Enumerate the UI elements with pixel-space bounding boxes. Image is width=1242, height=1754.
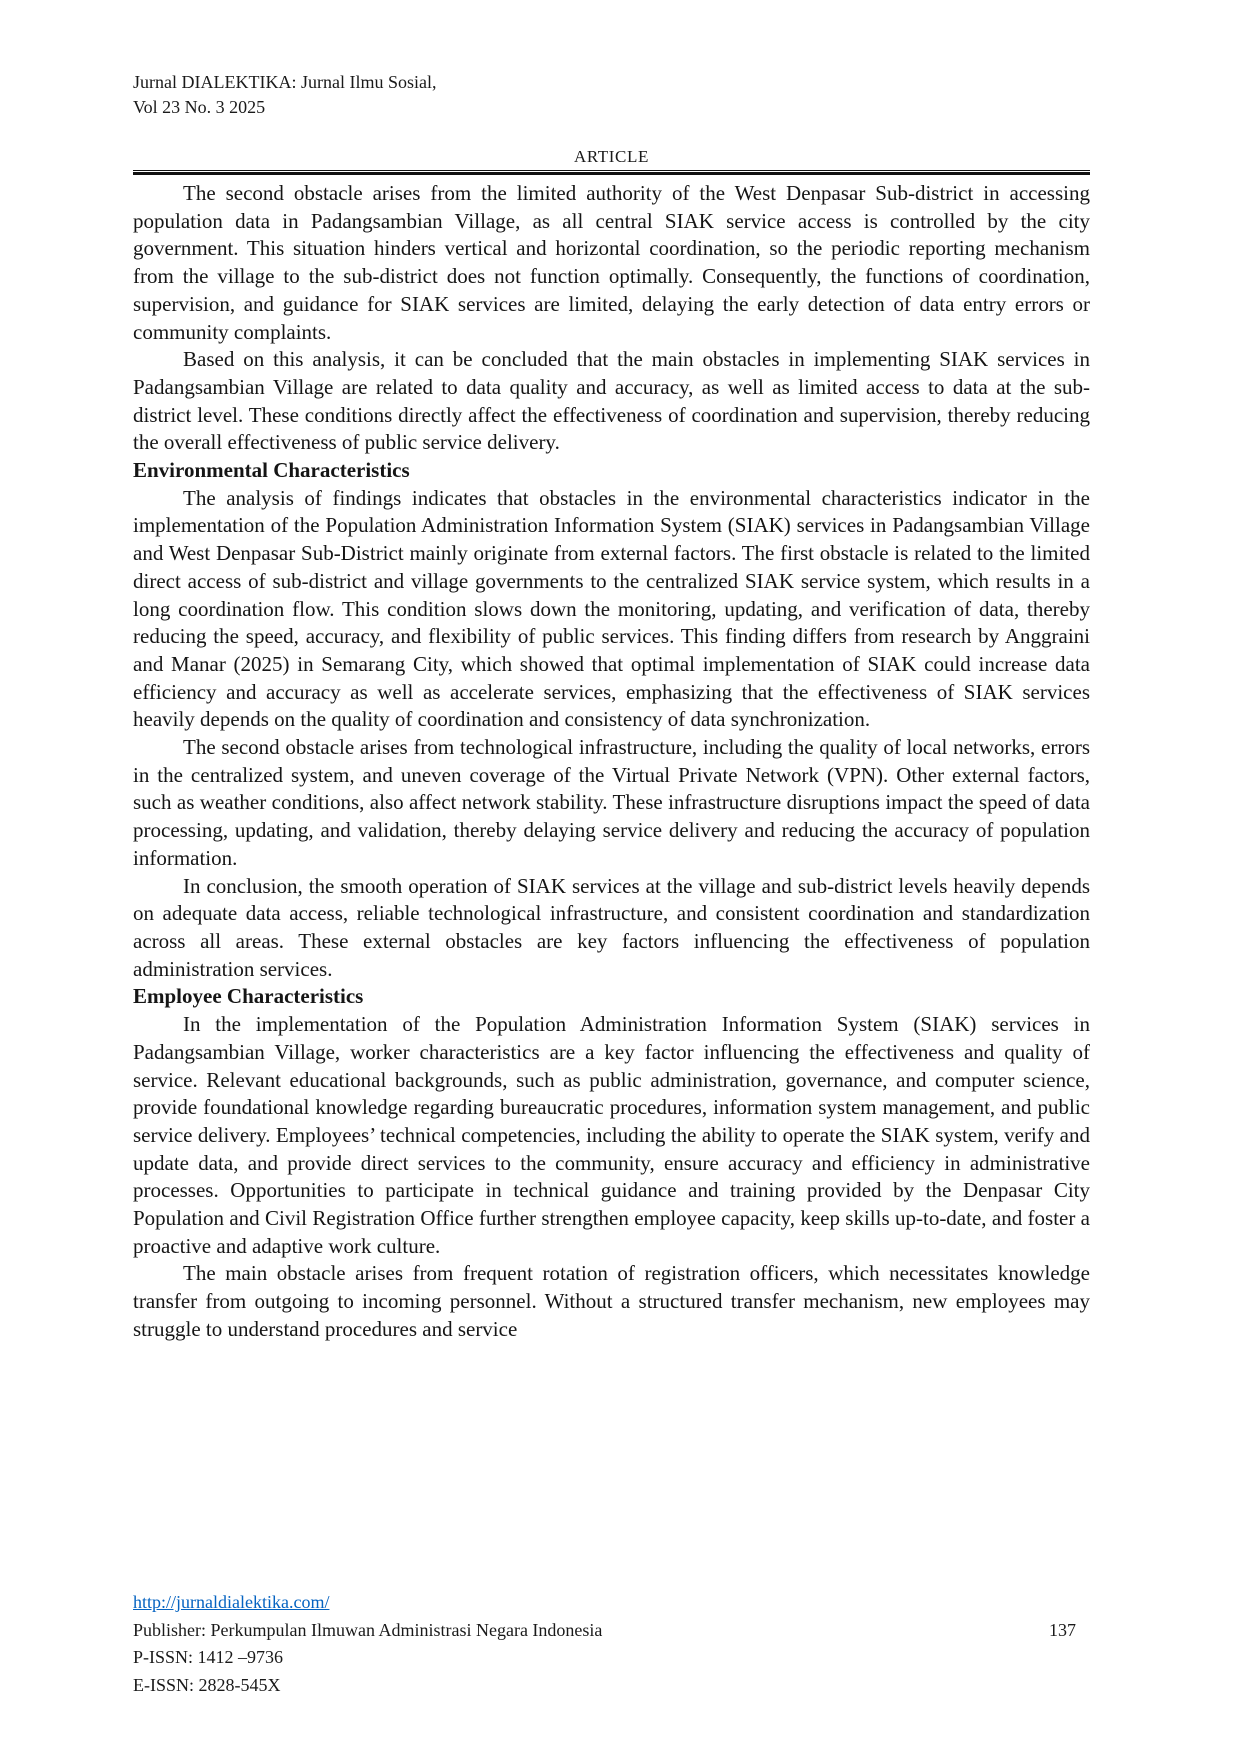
article-divider-rule (133, 170, 1090, 175)
journal-volume: Vol 23 No. 3 2025 (133, 97, 266, 117)
body-paragraph: The second obstacle arises from technological infrastructure, including the quality of local networks, errors in the centralized system, and uneven coverage of the Virtual Private Network (VPN). Other external factors, such as weather conditions, also affect network stability. These infrastructure disruptions impact the speed of data processing, updating, and validation, thereby delaying service delivery and reducing the accuracy of population information. (133, 735, 1090, 870)
body-paragraph: In the implementation of the Population Administration Information System (SIAK) services in Padangsambian Village, worker characteristics are a key factor influencing the effectiveness and quality of service. Relevant educational backgrounds, such as public administration, governance, and computer science, provide foundational knowledge regarding bureaucratic procedures, information system management, and public service delivery. Employees’ technical competencies, including the ability to operate the SIAK system, verify and update data, and provide direct services to the community, ensure accuracy and efficiency in administrative processes. Opportunities to participate in technical guidance and training provided by the Denpasar City Population and Civil Registration Office further strengthen employee capacity, keep skills up-to-date, and foster a proactive and adaptive work culture. (133, 1012, 1090, 1258)
running-head (133, 70, 436, 120)
section-heading-environmental-characteristics: Environmental Characteristics (133, 458, 410, 483)
page-footer (133, 1589, 1090, 1699)
body-paragraph: The second obstacle arises from the limited authority of the West Denpasar Sub-district in accessing population data in Padangsambian Village, as all central SIAK service access is controlled by the city government. This situation hinders vertical and horizontal coordination, so the periodic reporting mechanism from the village to the sub-district does not function optimally. Consequently, the functions of coordination, supervision, and guidance for SIAK services are limited, delaying the early detection of data entry errors or community complaints. (133, 181, 1090, 344)
journal-url-link[interactable]: http://jurnaldialektika.com/ (133, 1592, 330, 1612)
e-issn-line: E-ISSN: 2828-545X (133, 1674, 281, 1695)
p-issn-line: P-ISSN: 1412 –9736 (133, 1647, 284, 1667)
publisher-line: Publisher: Perkumpulan Ilmuwan Administrasi Negara Indonesia (133, 1619, 603, 1640)
section-heading-employee-characteristics: Employee Characteristics (133, 984, 364, 1009)
article-type-label: ARTICLE (574, 147, 649, 166)
body-paragraph: The main obstacle arises from frequent rotation of registration officers, which necessitates knowledge transfer from outgoing to incoming personnel. Without a structured transfer mechanism, new employees may struggle to understand procedures and service (133, 1261, 1090, 1341)
main-column (133, 147, 1090, 1344)
body-paragraph: In conclusion, the smooth operation of SIAK services at the village and sub-district levels heavily depends on adequate data access, reliable technological infrastructure, and consistent coordination and standardization across all areas. These external obstacles are key factors influencing the effectiveness of population administration services. (133, 873, 1090, 981)
body-paragraph: Based on this analysis, it can be concluded that the main obstacles in implementing SIAK services in Padangsambian Village are related to data quality and accuracy, as well as limited access to data at the sub-district level. These conditions directly affect the effectiveness of coordination and supervision, thereby reducing the overall effectiveness of public service delivery. (133, 347, 1090, 455)
page-number: 137 (1049, 1619, 1076, 1640)
body-paragraph: The analysis of findings indicates that obstacles in the environmental characteristics indicator in the implementation of the Population Administration Information System (SIAK) services in Padangsambian Village and West Denpasar Sub-District mainly originate from external factors. The first obstacle is related to the limited direct access of sub-district and village governments to the centralized SIAK service system, which results in a long coordination flow. This condition slows down the monitoring, updating, and verification of data, thereby reducing the speed, accuracy, and flexibility of public services. This finding differs from research by Anggraini and Manar (2025) in Semarang City, which showed that optimal implementation of SIAK could increase data efficiency and accuracy as well as accelerate services, emphasizing that the effectiveness of SIAK services heavily depends on the quality of coordination and consistency of data synchronization. (133, 485, 1090, 732)
journal-title: Jurnal DIALEKTIKA: Jurnal Ilmu Sosial, (133, 72, 437, 92)
article-body (133, 180, 1090, 1344)
